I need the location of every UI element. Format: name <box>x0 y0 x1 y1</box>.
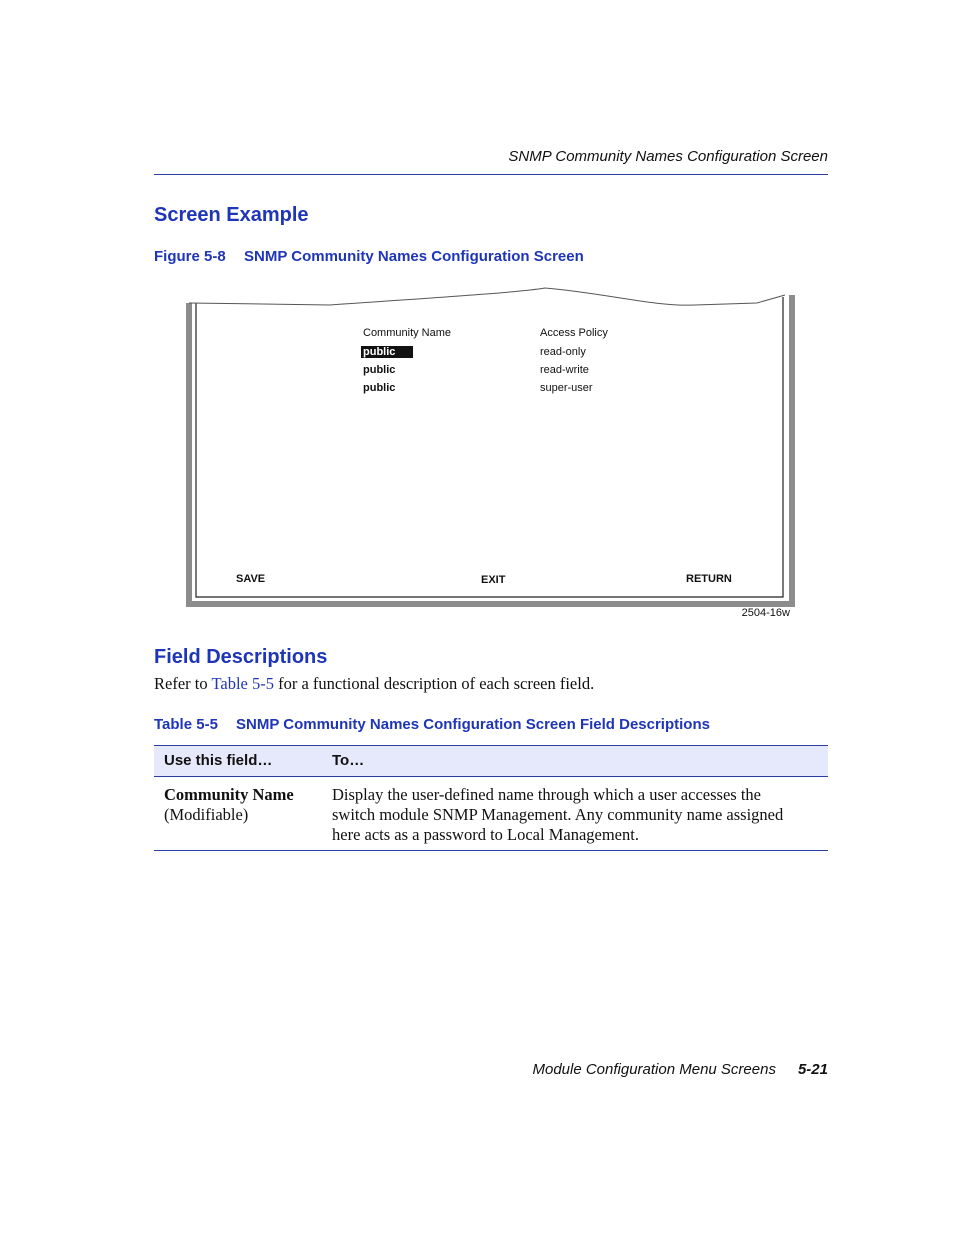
exit-command[interactable]: EXIT <box>481 574 506 586</box>
figure-id: 2504-16w <box>741 607 790 619</box>
description-line-2: switch module SNMP Management. Any community name assigned <box>332 805 784 824</box>
table-label: Table 5-5 <box>154 716 218 733</box>
column-header-access-policy: Access Policy <box>540 327 608 339</box>
intro-text-after: for a functional description of each screen field. <box>273 674 595 693</box>
column-header-community-name: Community Name <box>363 327 452 339</box>
field-note: (Modifiable) <box>164 805 249 824</box>
description-cell <box>332 785 822 845</box>
page-footer <box>400 1061 828 1078</box>
field-cell <box>164 785 294 825</box>
footer-section-title: Module Configuration Menu Screens <box>532 1061 776 1078</box>
intro-paragraph <box>154 674 594 694</box>
terminal-frame-graphic <box>185 285 797 607</box>
running-header: SNMP Community Names Configuration Screen <box>508 148 828 165</box>
table-header-field: Use this field… <box>164 752 273 769</box>
intro-text-before: Refer to <box>154 674 212 693</box>
access-policy-row-1[interactable]: read-only <box>540 346 586 358</box>
figure-caption <box>154 248 584 265</box>
table-reference-link[interactable]: Table 5-5 <box>211 674 274 693</box>
description-line-1: Display the user-defined name through which a user accesses the <box>332 785 761 804</box>
figure-title: SNMP Community Names Configuration Screen <box>244 248 584 265</box>
table-title: SNMP Community Names Configuration Screen Field Descriptions <box>236 716 710 733</box>
page-number: 5-21 <box>797 1061 828 1078</box>
access-policy-row-2[interactable]: read-write <box>540 364 589 376</box>
table-header-description: To… <box>332 752 365 769</box>
save-command[interactable]: SAVE <box>236 573 266 585</box>
community-name-row-3[interactable]: public <box>363 382 396 394</box>
return-command[interactable]: RETURN <box>686 573 732 585</box>
access-policy-row-3[interactable]: super-user <box>540 382 593 394</box>
field-name: Community Name <box>164 785 294 804</box>
figure-label: Figure 5-8 <box>154 248 226 265</box>
terminal-screen-figure <box>185 285 797 607</box>
table-header-row <box>154 745 828 777</box>
field-descriptions-table <box>154 745 828 851</box>
community-name-row-1[interactable]: public <box>361 346 413 358</box>
table-caption <box>154 716 710 733</box>
section-heading-screen-example: Screen Example <box>154 204 309 226</box>
description-line-3: here acts as a password to Local Management. <box>332 825 639 844</box>
header-rule <box>154 174 828 175</box>
table-row <box>154 777 828 851</box>
section-heading-field-descriptions: Field Descriptions <box>154 646 328 668</box>
community-name-row-2[interactable]: public <box>363 364 396 376</box>
